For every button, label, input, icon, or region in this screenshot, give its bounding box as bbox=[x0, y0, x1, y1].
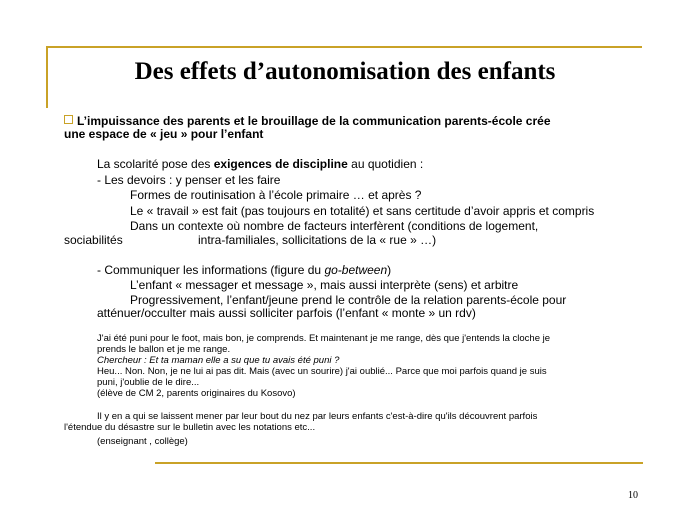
travail-line: Le « travail » est fait (pas toujours en totalité) et sans certitude d’avoir appris et compris bbox=[130, 204, 595, 218]
bullet-heading bbox=[64, 115, 664, 141]
contexte-line-2b: intra-familiales, sollicitations de la « rue » …) bbox=[198, 233, 437, 247]
contexte-line-1: Dans un contexte où nombre de facteurs interfèrent (conditions de logement, bbox=[130, 219, 539, 233]
communiquer-line bbox=[97, 263, 391, 277]
communiquer-text: - Communiquer les informations (figure du bbox=[97, 263, 325, 277]
quote-line: Heu... Non. Non, je ne lui ai pas dit. Mais (avec un sourire) j'ai oublié... Parce que moi parfois quand je suis bbox=[97, 366, 547, 377]
top-rule bbox=[46, 46, 642, 48]
square-bullet-icon bbox=[64, 115, 73, 124]
scolarite-tail: au quotidien : bbox=[347, 157, 424, 171]
quote-line: prends le ballon et je me range. bbox=[97, 344, 231, 355]
quote-enseignant-attribution: (enseignant , collège) bbox=[97, 436, 188, 447]
slide-title: Des effets d’autonomisation des enfants bbox=[134, 58, 556, 85]
progressivement-line-2: atténuer/occulter mais aussi solliciter parfois (l’enfant « monte » un rdv) bbox=[97, 306, 476, 320]
scolarite-bold: exigences de discipline bbox=[213, 157, 348, 171]
quote-line: J'ai été puni pour le foot, mais bon, je comprends. Et maintenant je me range, dès que j'entends la cloche je bbox=[97, 333, 551, 344]
formes-line: Formes de routinisation à l’école primaire … et après ? bbox=[130, 188, 422, 202]
quote-eleve bbox=[97, 333, 682, 399]
quote-enseignant-1: Il y en a qui se laissent mener par leur bout du nez par leurs enfants c'est-à-dire qu'ils découvrent parfois bbox=[97, 411, 538, 422]
quote-attribution: (élève de CM 2, parents originaires du Kosovo) bbox=[97, 388, 296, 399]
scolarite-line bbox=[97, 157, 423, 171]
quote-line: puni, j'oublie de le dire... bbox=[97, 377, 200, 388]
bullet-line-2: une espace de « jeu » pour l’enfant bbox=[64, 127, 264, 141]
quote-enseignant-2: l'étendue du désastre sur le bulletin avec les notations etc... bbox=[64, 422, 316, 433]
quote-question: Chercheur : Et ta maman elle a su que tu avais été puni ? bbox=[97, 355, 340, 366]
messager-line: L’enfant « messager et message », mais aussi interprète (sens) et arbitre bbox=[130, 278, 519, 292]
scolarite-text: La scolarité pose des bbox=[97, 157, 214, 171]
progressivement-line-1: Progressivement, l’enfant/jeune prend le contrôle de la relation parents-école pour bbox=[130, 293, 567, 307]
devoirs-line: - Les devoirs : y penser et les faire bbox=[97, 173, 281, 187]
contexte-line-2a: sociabilités bbox=[64, 233, 123, 247]
communiquer-italic: go-between bbox=[324, 263, 388, 277]
communiquer-tail: ) bbox=[387, 263, 392, 277]
bottom-rule bbox=[155, 462, 643, 464]
page-number: 10 bbox=[628, 490, 638, 501]
bullet-line-1: L’impuissance des parents et le brouillage de la communication parents-école crée bbox=[77, 114, 551, 128]
